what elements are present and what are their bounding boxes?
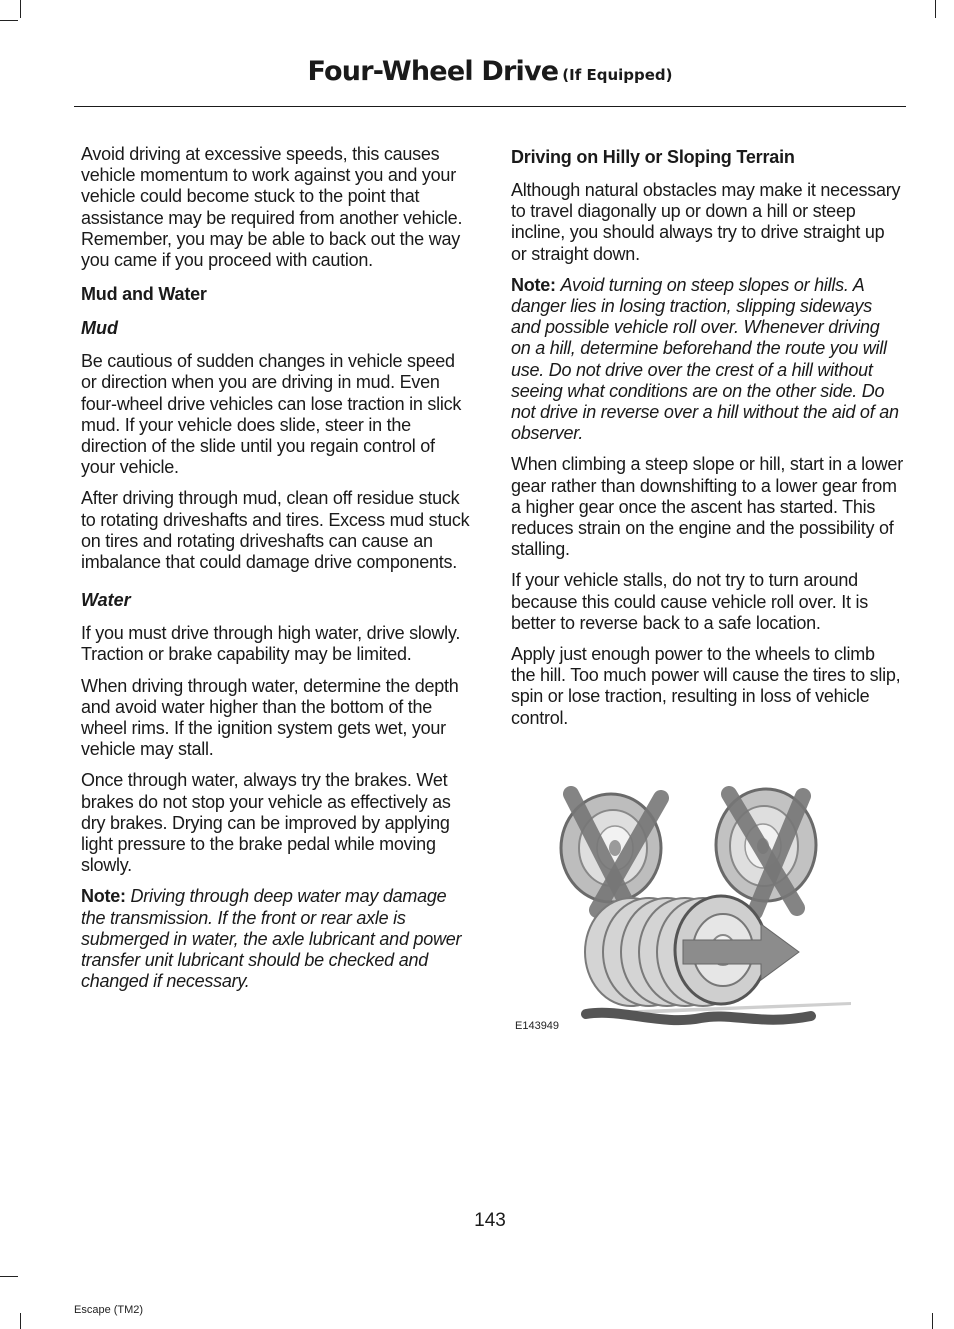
crop-mark (0, 20, 18, 21)
crop-mark (935, 0, 936, 18)
water-paragraph: If you must drive through high water, drive slowly. Traction or brake capability may be limited. (81, 623, 461, 665)
header-divider (74, 106, 906, 107)
water-heading: Water (81, 590, 131, 611)
footer-text: Escape (TM2) (74, 1304, 144, 1316)
hilly-paragraph: If your vehicle stalls, do not try to turn around because this could cause vehicle roll over. It is better to reverse back to a safe location. (511, 570, 868, 633)
crop-mark (0, 1276, 18, 1277)
section-title: Four-Wheel Drive (307, 56, 559, 87)
crop-mark (20, 1313, 21, 1329)
note-label: Note: (81, 886, 126, 907)
hilly-paragraph: When climbing a steep slope or hill, start in a lower gear rather than downshifting to a lower gear from a higher gear once the ascent has started. This reduces strain on the engine and the possibility of stalling. (511, 454, 903, 560)
water-paragraph: Once through water, always try the brakes. Wet brakes do not stop your vehicle as effectively as dry brakes. Drying can be improved by applying light pressure to the brake pedal while moving slowly. (81, 770, 451, 876)
mud-and-water-heading: Mud and Water (81, 284, 207, 305)
note-label: Note: (511, 274, 556, 295)
mud-paragraph: Be cautious of sudden changes in vehicle speed or direction when you are driving in mud. Even four-wheel drive vehicles can lose traction in slick mud. If your vehicle does slide, steer in the direction of the slide until you regain control of your vehicle. (81, 351, 462, 478)
page-number: 143 (474, 1210, 506, 1231)
figure-id: E143949 (515, 1020, 560, 1032)
page-title (0, 56, 954, 87)
left-column (81, 144, 473, 1003)
note-text: Avoid turning on steep slopes or hills. A danger lies in losing traction, slipping sideways and possible vehicle roll over. Whenever driving on a hill, determine beforehand the route you will use. Do not drive over the crest of a hill without seeing what conditions are on the other side. Do not drive in reverse over a hill without the aid of an observer. (511, 274, 899, 444)
section-subtitle: (If Equipped) (562, 66, 673, 84)
mud-heading: Mud (81, 318, 118, 339)
hilly-paragraph: Although natural obstacles may make it necessary to travel diagonally up or down a hill or steep incline, you should always try to drive straight up or straight down. (511, 180, 901, 264)
intro-paragraph: Avoid driving at excessive speeds, this causes vehicle momentum to work against you and your vehicle could become stuck to the point that assistance may be required from another vehicle. Remember, you may be able to back out the way you came if you proceed with caution. (81, 144, 463, 271)
hill-driving-illustration (511, 780, 856, 1036)
water-paragraph: When driving through water, determine the depth and avoid water higher than the bottom of the wheel rims. If the ignition system gets wet, your vehicle may stall. (81, 675, 459, 760)
right-column (511, 144, 903, 739)
crop-mark (20, 0, 21, 18)
hilly-terrain-heading: Driving on Hilly or Sloping Terrain (511, 147, 795, 167)
hilly-note (511, 275, 903, 445)
wheel-illustration (511, 780, 856, 1036)
note-text: Driving through deep water may damage the transmission. If the front or rear axle is submerged in water, the axle lubricant and power transfer unit lubricant should be checked and changed if necessary. (81, 886, 462, 992)
mud-paragraph: After driving through mud, clean off residue stuck to rotating driveshafts and tires. Excess mud stuck on tires and rotating driveshafts can cause an imbalance that could damage drive components. (81, 488, 470, 573)
hilly-paragraph: Apply just enough power to the wheels to climb the hill. Too much power will cause the tires to slip, spin or lose traction, resulting in loss of vehicle control. (511, 644, 901, 728)
crop-mark (932, 1313, 933, 1329)
water-note (81, 886, 473, 992)
